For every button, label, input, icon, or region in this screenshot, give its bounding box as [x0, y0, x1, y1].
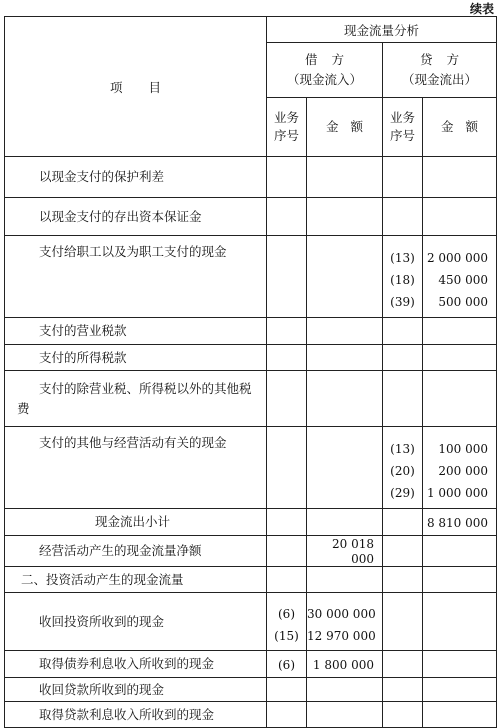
- credit-amount-cell: [423, 536, 497, 567]
- debit-amount-cell: [307, 567, 383, 593]
- credit-seq-value: (39): [390, 294, 415, 309]
- table-row: [5, 536, 497, 567]
- credit-seq-value: (13): [390, 441, 415, 456]
- row-label: 支付的其他与经营活动有关的现金: [5, 427, 267, 509]
- table-row: [5, 198, 497, 236]
- credit-amount-cell: [423, 198, 497, 236]
- debit-seq-label-1: 业务: [273, 110, 299, 125]
- debit-amount-header: 金额: [307, 98, 383, 157]
- debit-seq-cell: [267, 651, 307, 678]
- row-label: 收回贷款所收到的现金: [5, 678, 267, 702]
- credit-amount-cell: [423, 593, 497, 651]
- debit-amount-cell: [307, 678, 383, 702]
- table-row: [5, 345, 497, 371]
- item-column-header: 项目: [5, 17, 267, 157]
- debit-seq-cell: [267, 198, 307, 236]
- debit-seq-cell: [267, 593, 307, 651]
- credit-amount-cell: [423, 427, 497, 509]
- table-row: [5, 318, 497, 345]
- credit-seq-cell: [383, 198, 423, 236]
- credit-amount-cell: [423, 567, 497, 593]
- credit-seq-value: (18): [390, 272, 415, 287]
- credit-seq-cell: [383, 236, 423, 318]
- credit-seq-cell: [383, 371, 423, 427]
- debit-amount-cell: [307, 157, 383, 198]
- credit-seq-cell: [383, 567, 423, 593]
- credit-amount-value: 200 000: [438, 463, 489, 478]
- debit-seq-cell: [267, 236, 307, 318]
- credit-amount-cell: [423, 236, 497, 318]
- debit-seq-cell: [267, 678, 307, 702]
- table-row: [5, 702, 497, 728]
- credit-seq-cell: [383, 593, 423, 651]
- row-label: 支付的除营业税、所得税以外的其他税费: [5, 371, 267, 427]
- credit-amount-cell: [423, 371, 497, 427]
- debit-amount-cell: [307, 536, 383, 567]
- credit-seq-cell: [383, 345, 423, 371]
- debit-seq-value: (6): [278, 606, 295, 621]
- credit-amount-cell: [423, 345, 497, 371]
- table-row: [5, 157, 497, 198]
- debit-amount-cell: [307, 345, 383, 371]
- debit-amount-cell: [307, 427, 383, 509]
- table-row: [5, 509, 497, 536]
- credit-amount-cell: [423, 651, 497, 678]
- credit-amount-value: 8 810 000: [426, 515, 489, 530]
- debit-amount-value: 1 800 000: [312, 657, 374, 672]
- row-label: 支付的所得税款: [5, 345, 267, 371]
- row-label: 取得债券利息收入所收到的现金: [5, 651, 267, 678]
- debit-amount-cell: [307, 198, 383, 236]
- credit-amount-cell: [423, 702, 497, 728]
- debit-amount-value: 20 018 000: [332, 537, 374, 566]
- debit-seq-cell: [267, 702, 307, 728]
- debit-seq-cell: [267, 157, 307, 198]
- credit-amount-header: 金额: [423, 98, 497, 157]
- credit-seq-cell: [383, 427, 423, 509]
- table-row: [5, 678, 497, 702]
- debit-seq-header: [267, 98, 307, 157]
- debit-subtitle: （现金流入）: [286, 72, 362, 87]
- credit-amount-cell: [423, 318, 497, 345]
- credit-seq-cell: [383, 509, 423, 536]
- row-label: 现金流出小计: [5, 509, 267, 536]
- debit-title: 借方: [304, 52, 358, 67]
- credit-amount-value: 500 000: [438, 294, 489, 309]
- debit-amount-cell: [307, 651, 383, 678]
- credit-header: [383, 43, 497, 98]
- debit-amount-cell: [307, 593, 383, 651]
- credit-seq-cell: [383, 318, 423, 345]
- table-row: [5, 371, 497, 427]
- debit-seq-cell: [267, 318, 307, 345]
- credit-seq-label-1: 业务: [389, 110, 415, 125]
- credit-seq-cell: [383, 536, 423, 567]
- debit-seq-value: (15): [274, 628, 299, 643]
- debit-seq-cell: [267, 345, 307, 371]
- debit-seq-cell: [267, 509, 307, 536]
- row-label: 经营活动产生的现金流量净额: [5, 536, 267, 567]
- credit-amount-value: 100 000: [438, 441, 489, 456]
- table-row: [5, 651, 497, 678]
- debit-seq-cell: [267, 567, 307, 593]
- credit-amount-value: 1 000 000: [426, 485, 489, 500]
- credit-seq-cell: [383, 651, 423, 678]
- debit-seq-cell: [267, 427, 307, 509]
- debit-amount-cell: [307, 509, 383, 536]
- credit-seq-cell: [383, 157, 423, 198]
- row-label: 二、投资活动产生的现金流量: [5, 567, 267, 593]
- table-body: [5, 157, 497, 728]
- debit-amount-value: 30 000 000: [307, 606, 376, 621]
- debit-seq-cell: [267, 371, 307, 427]
- debit-amount-cell: [307, 702, 383, 728]
- credit-subtitle: （现金流出）: [402, 72, 478, 87]
- credit-amount-cell: [423, 678, 497, 702]
- continued-label: 续表: [469, 2, 494, 16]
- credit-amount-value: 2 000 000: [426, 250, 489, 265]
- analysis-header: 现金流量分析: [267, 17, 497, 43]
- row-label: 支付的营业税款: [5, 318, 267, 345]
- row-label: 取得贷款利息收入所收到的现金: [5, 702, 267, 728]
- credit-amount-cell: [423, 509, 497, 536]
- credit-seq-value: (13): [390, 250, 415, 265]
- credit-amount-cell: [423, 157, 497, 198]
- row-label: 以现金支付的保护利差: [5, 157, 267, 198]
- credit-seq-label-2: 序号: [389, 128, 415, 143]
- debit-seq-value: (6): [278, 657, 295, 672]
- debit-amount-value: 12 970 000: [307, 628, 376, 643]
- credit-amount-value: 450 000: [438, 272, 489, 287]
- debit-amount-cell: [307, 236, 383, 318]
- credit-seq-cell: [383, 702, 423, 728]
- row-label: 支付给职工以及为职工支付的现金: [5, 236, 267, 318]
- row-label: 以现金支付的存出资本保证金: [5, 198, 267, 236]
- row-label: 收回投资所收到的现金: [5, 593, 267, 651]
- credit-seq-value: (20): [390, 463, 415, 478]
- table-row: [5, 427, 497, 509]
- table-row: [5, 236, 497, 318]
- debit-header: [267, 43, 383, 98]
- debit-seq-cell: [267, 536, 307, 567]
- credit-seq-cell: [383, 678, 423, 702]
- debit-amount-cell: [307, 318, 383, 345]
- credit-title: 贷方: [420, 52, 474, 67]
- debit-amount-cell: [307, 371, 383, 427]
- cash-flow-table: [4, 16, 497, 728]
- credit-seq-value: (29): [390, 485, 415, 500]
- table-row: [5, 567, 497, 593]
- debit-seq-label-2: 序号: [273, 128, 299, 143]
- table-row: [5, 593, 497, 651]
- credit-seq-header: [383, 98, 423, 157]
